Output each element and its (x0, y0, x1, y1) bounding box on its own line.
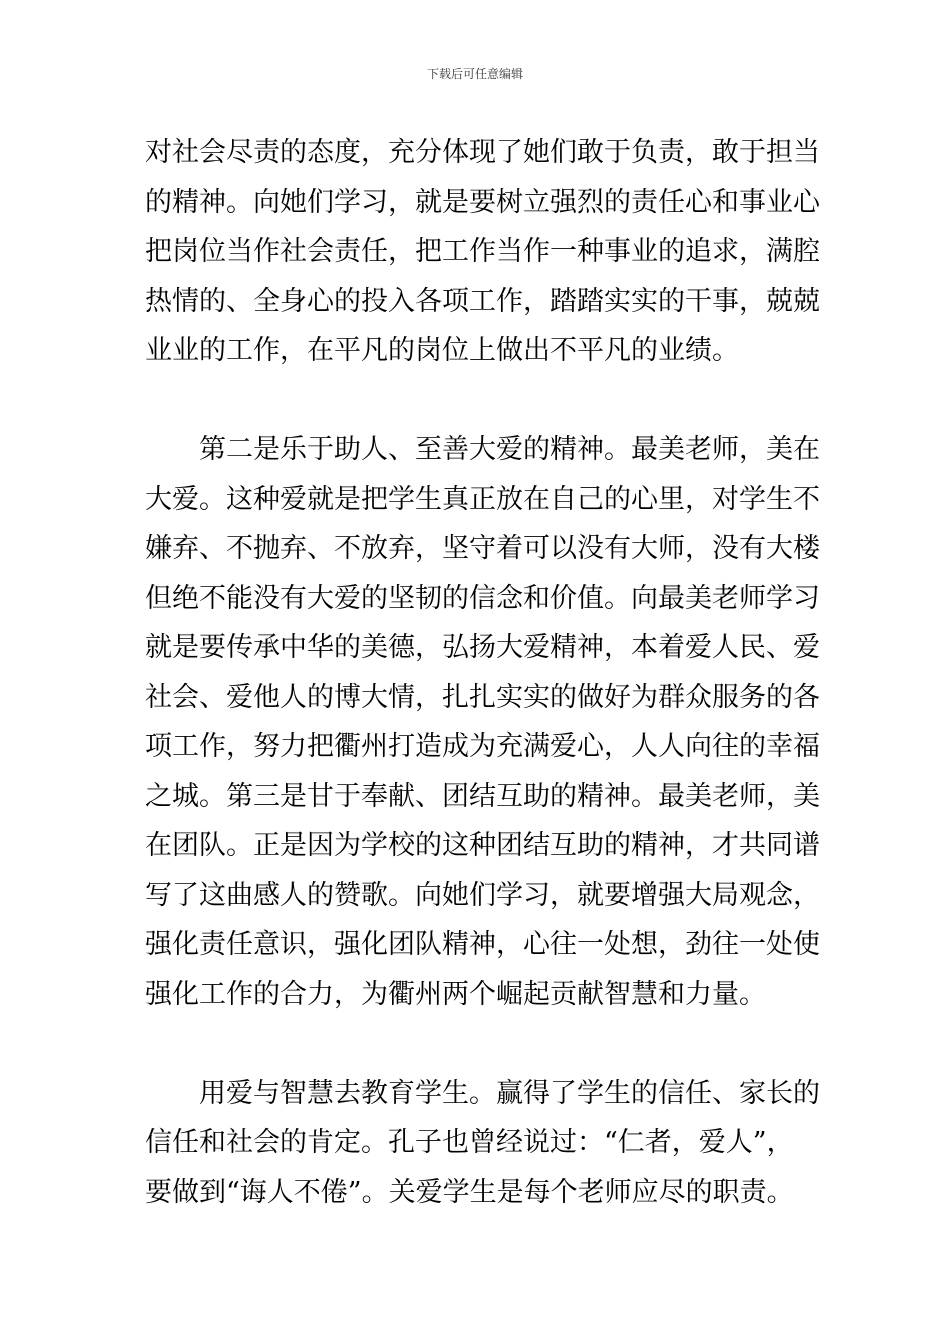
paragraph-gap (145, 1019, 825, 1069)
paragraph-3 (145, 1069, 825, 1218)
text-line: 强化责任意识，强化团队精神，心往一处想，劲往一处使 (145, 929, 820, 960)
header-note: 下载后可任意编辑 (426, 67, 523, 81)
text-line: 写了这曲感人的赞歌。向她们学习，就要增强大局观念， (145, 879, 820, 911)
text-line: 用爱与智慧去教育学生。赢得了学生的信任、家长的 (199, 1077, 820, 1109)
text-line: 业业的工作，在平凡的岗位上做出不平凡的业绩。 (145, 335, 739, 366)
text-line: 就是要传承中华的美德，弘扬大爱精神，本着爱人民、爱 (145, 632, 820, 663)
text-line: 把岗位当作社会责任，把工作当作一种事业的追求，满腔 (145, 236, 820, 267)
paragraph-gap (145, 376, 825, 426)
text-line: 强化工作的合力，为衢州两个崛起贡献智慧和力量。 (145, 978, 766, 1010)
text-line: 大爱。这种爱就是把学生真正放在自己的心里，对学生不 (145, 483, 820, 515)
text-line: 第二是乐于助人、至善大爱的精神。最美老师，美在 (199, 434, 820, 465)
text-line: 但绝不能没有大爱的坚韧的信念和价值。向最美老师学习 (145, 582, 820, 614)
text-line: 热情的、全身心的投入各项工作，踏踏实实的干事，兢兢 (145, 285, 820, 317)
text-line: 社会、爱他人的博大情，扎扎实实的做好为群众服务的各 (145, 681, 820, 713)
paragraph-1 (145, 128, 825, 376)
text-line: 对社会尽责的态度，充分体现了她们敢于负责，敢于担当 (145, 137, 820, 168)
text-line: 在团队。正是因为学校的这种团结互助的精神，才共同谱 (145, 830, 820, 861)
text-line: 之城。第三是甘于奉献、团结互助的精神。最美老师，美 (145, 780, 820, 812)
paragraph-2 (145, 425, 825, 1019)
text-line: 信任和社会的肯定。孔子也曾经说过：“仁者，爱人”， (145, 1127, 794, 1158)
text-line: 要做到“诲人不倦”。关爱学生是每个老师应尽的职责。 (145, 1176, 794, 1208)
text-line: 的精神。向她们学习，就是要树立强烈的责任心和事业心 (145, 186, 820, 218)
text-line: 项工作，努力把衢州打造成为充满爱心，人人向往的幸福 (145, 731, 820, 762)
body-text (145, 128, 825, 1217)
text-line: 嫌弃、不抛弃、不放弃，坚守着可以没有大师，没有大楼 (145, 533, 820, 564)
